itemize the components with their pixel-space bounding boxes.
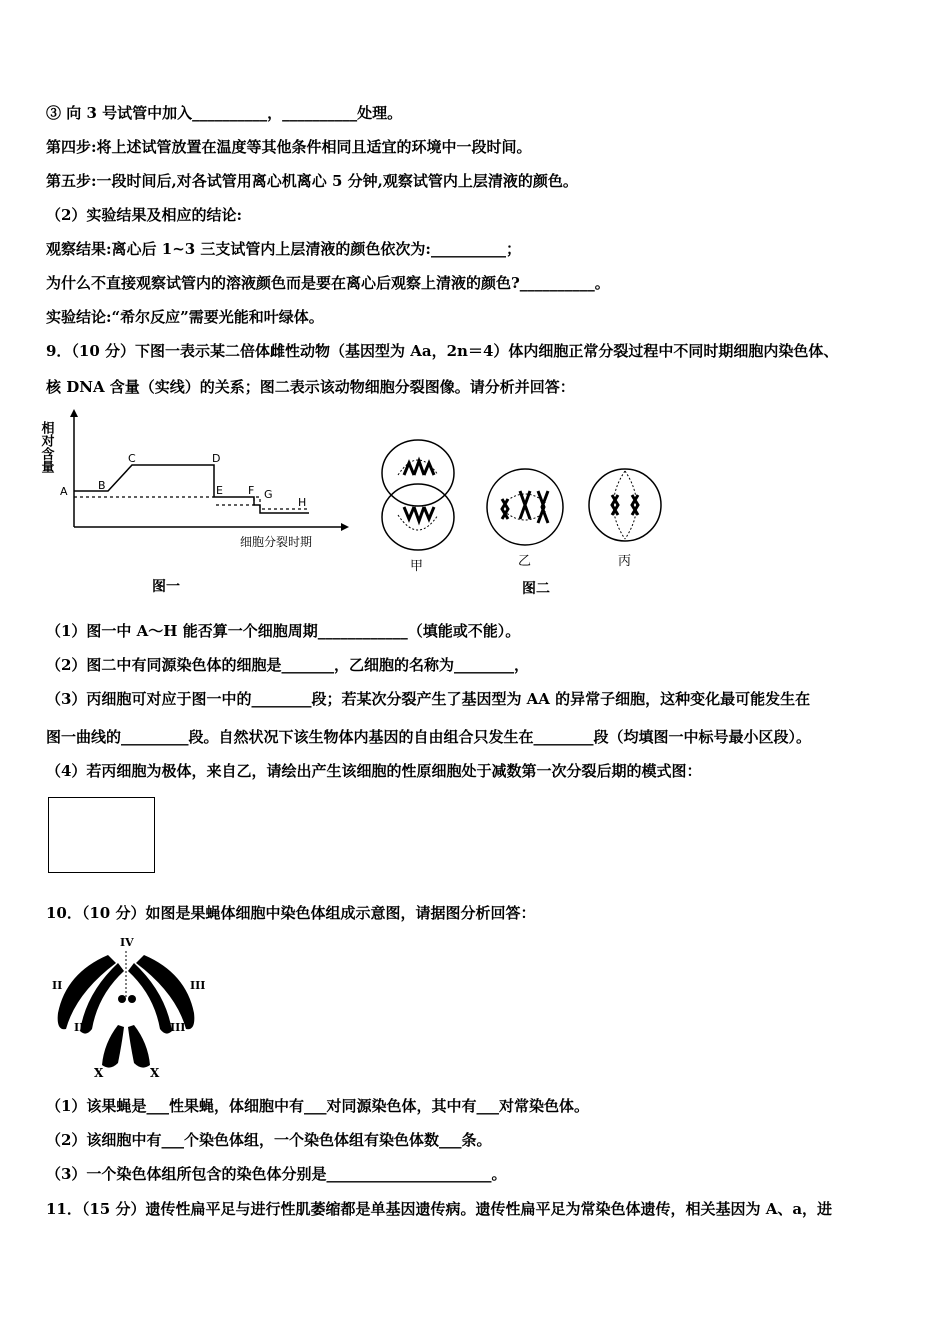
figure-2-cells [380, 435, 680, 600]
point-label-g: G [264, 488, 273, 501]
chromosome-label-x-left: X [94, 1066, 104, 1080]
figure-1-graph [38, 405, 364, 600]
drawing-answer-box[interactable] [48, 797, 155, 873]
point-label-a: A [60, 485, 68, 498]
question-9-part-3-cont: 图一曲线的_________段。自然状况下该生物体内基因的自由组合只发生在________段（均填图一中标号最小区段）。 [46, 728, 812, 746]
text-line: ③ 向 3 号试管中加入__________，__________处理。 [46, 104, 403, 122]
chromosome-label-iv: IV [120, 936, 134, 949]
question-10-text: 10．（10 分）如图是果蝇体细胞中染色体组成示意图，请据图分析回答： [46, 904, 536, 922]
question-9-part-4: （4）若丙细胞为极体，来自乙，请绘出产生该细胞的性原细胞处于减数第一次分裂后期的模式图： [46, 762, 702, 780]
cell-yi [487, 469, 563, 569]
text-line: 为什么不直接观察试管内的溶液颜色而是要在离心后观察上清液的颜色?__________。 [46, 274, 610, 292]
text-line: 观察结果:离心后 1~3 三支试管内上层清液的颜色依次为:__________； [46, 240, 521, 258]
text-line: 实验结论:“希尔反应”需要光能和叶绿体。 [46, 308, 324, 326]
cell-label-bing: 丙 [618, 554, 632, 569]
text-line: （2）实验结果及相应的结论: [46, 206, 242, 224]
cell-jia [382, 440, 454, 574]
question-11-text: 11．（15 分）遗传性扁平足与进行性肌萎缩都是单基因遗传病。遗传性扁平足为常染色体遗传，相关基因为 A、a，进 [46, 1200, 833, 1218]
point-label-b: B [98, 479, 106, 492]
question-9-text: 核 DNA 含量（实线）的关系；图二表示该动物细胞分裂图像。请分析并回答： [46, 378, 575, 396]
point-label-f: F [248, 484, 255, 497]
question-10-part-3: （3）一个染色体组所包含的染色体分别是______________________。 [46, 1165, 507, 1183]
question-9-part-2: （2）图二中有同源染色体的细胞是_______，乙细胞的名称为________， [46, 656, 529, 674]
question-9-part-1: （1）图一中 A～H 能否算一个细胞周期____________（填能或不能）。 [46, 622, 521, 640]
x-axis-label: 细胞分裂时期 [240, 535, 313, 549]
text-line: 第五步:一段时间后,对各试管用离心机离心 5 分钟,观察试管内上层清液的颜色。 [46, 172, 578, 190]
chromosome-label-iii-right-bottom: III [170, 1021, 186, 1034]
question-10-part-2: （2）该细胞中有___个染色体组，一个染色体组有染色体数___条。 [46, 1131, 492, 1149]
cell-bing [589, 469, 661, 569]
question-9-part-3: （3）丙细胞可对应于图一中的________段；若某次分裂产生了基因型为 AA 的异常子细胞，这种变化最可能发生在 [46, 690, 811, 708]
fruit-fly-chromosome-figure [46, 933, 211, 1083]
point-label-h: H [298, 496, 307, 509]
figure-1-caption: 图一 [152, 579, 180, 595]
point-label-c: C [128, 452, 136, 465]
chromosome-label-x-right: X [150, 1066, 160, 1080]
cell-label-jia: 甲 [410, 559, 424, 574]
point-label-d: D [212, 452, 221, 465]
text-line: 第四步:将上述试管放置在温度等其他条件相同且适宜的环境中一段时间。 [46, 138, 532, 156]
point-label-e: E [216, 484, 223, 497]
question-10-part-1: （1）该果蝇是___性果蝇，体细胞中有___对同源染色体，其中有___对常染色体。 [46, 1097, 589, 1115]
question-9-text: 9．（10 分）下图一表示某二倍体雌性动物（基因型为 Aa，2n＝4）体内细胞正常分裂过程中不同时期细胞内染色体、 [46, 342, 839, 360]
figure-2-caption: 图二 [522, 581, 550, 597]
chromosome-label-ii-left-top: II [52, 979, 63, 992]
cell-label-yi: 乙 [518, 554, 532, 569]
chromosome-label-ii-left-bottom: II [74, 1021, 85, 1034]
y-axis-label: 相对含量 [38, 421, 54, 473]
chromosome-label-iii-right-top: III [190, 979, 206, 992]
